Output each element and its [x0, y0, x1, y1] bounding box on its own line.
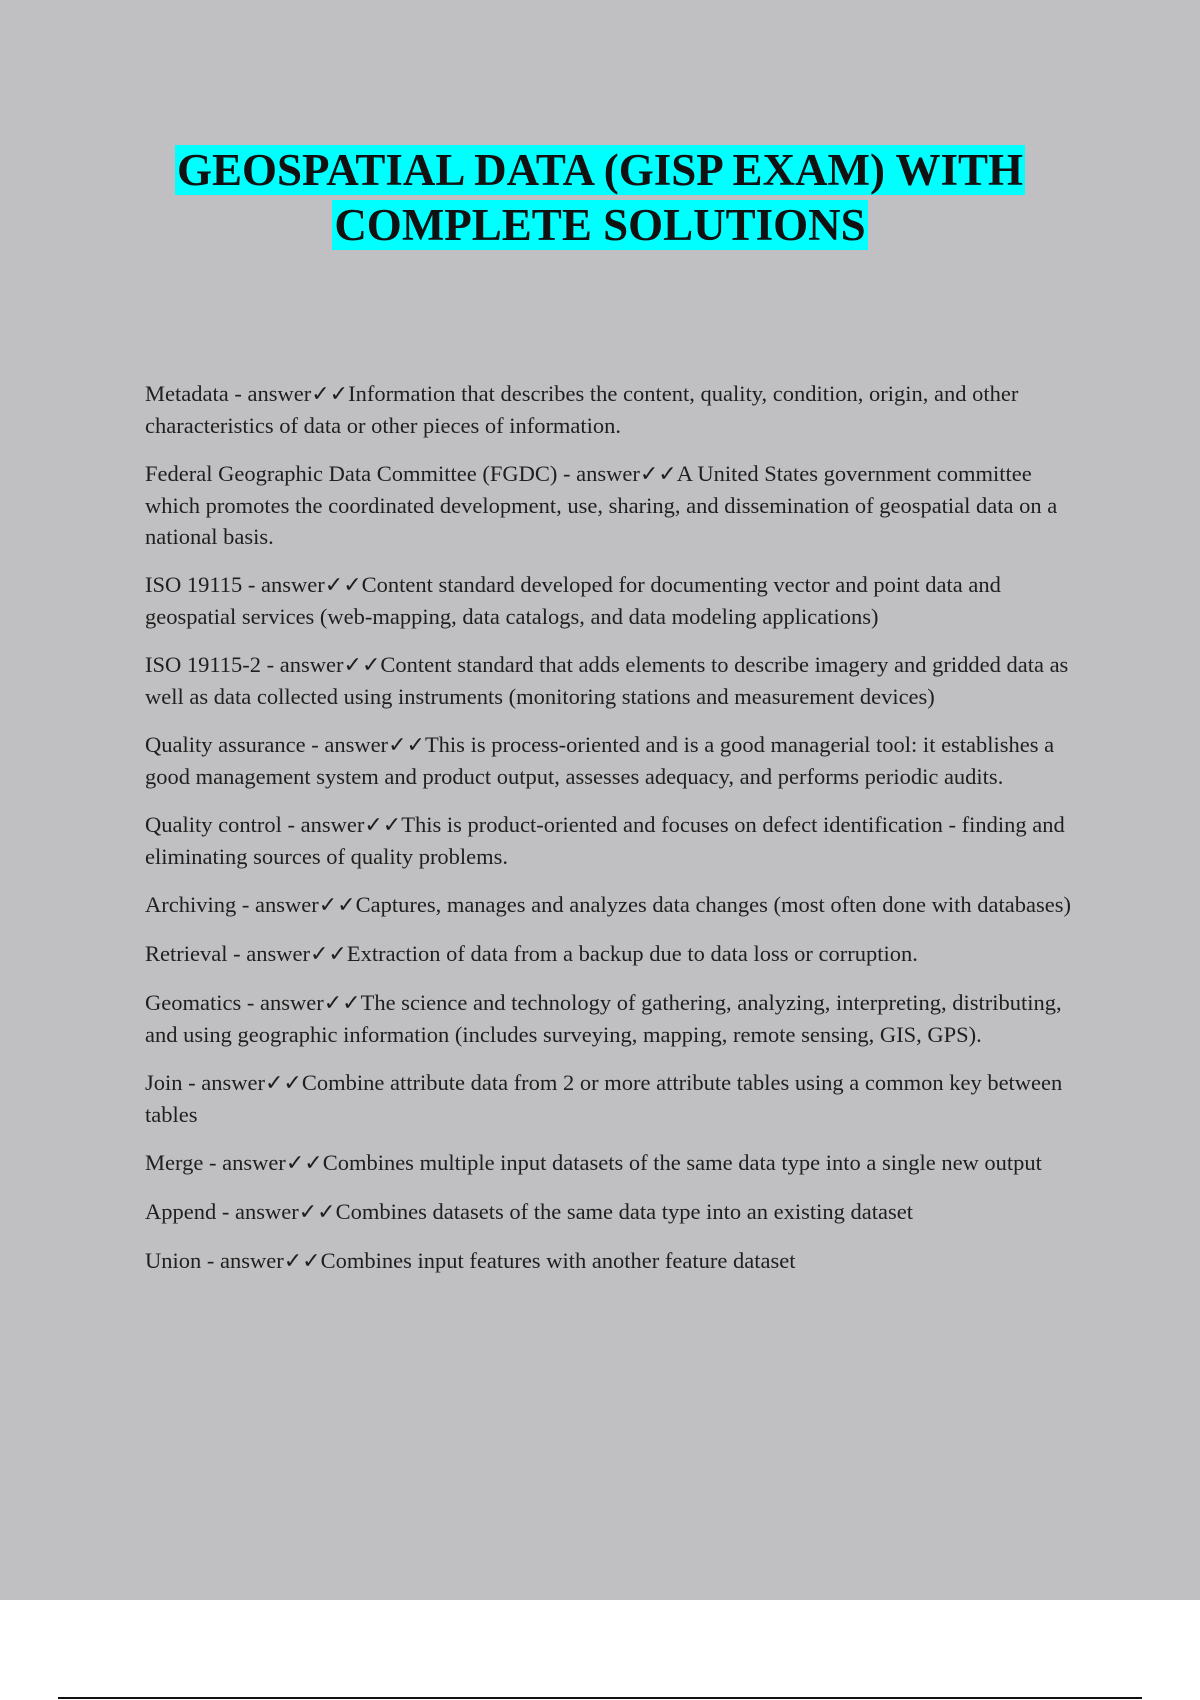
qa-entry	[145, 569, 1085, 632]
double-check-icon: ✓✓	[298, 1200, 336, 1225]
document-title	[0, 143, 1200, 253]
answer-label: answer	[254, 892, 319, 917]
entry-term: Federal Geographic Data Committee (FGDC)	[145, 461, 558, 486]
answer-label: answer	[259, 990, 324, 1015]
qa-entry	[145, 938, 1085, 970]
answer-label: answer	[247, 381, 312, 406]
entry-term: Union	[145, 1248, 202, 1273]
answer-label: answer	[201, 1070, 265, 1095]
entry-definition: Information that describes the content, quality, condition, origin, and other characteristics of data or other pieces of information.	[145, 381, 1019, 438]
entry-definition: Combines datasets of the same data type into an existing dataset	[335, 1199, 913, 1224]
entry-separator	[241, 990, 260, 1015]
entry-separator	[242, 572, 261, 597]
entry-separator	[216, 1199, 235, 1224]
entry-definition: Combines multiple input datasets of the same data type into a single new output	[322, 1150, 1042, 1175]
qa-entry	[145, 1245, 1085, 1277]
entry-definition: Combine attribute data from 2 or more attribute tables using a common key between tables	[145, 1070, 1063, 1127]
double-check-icon: ✓✓	[285, 1151, 323, 1176]
entry-definition: Extraction of data from a backup due to data loss or corruption.	[346, 941, 918, 966]
answer-label: answer	[261, 572, 325, 597]
page-bottom-rule	[58, 1697, 1142, 1699]
answer-label: answer	[246, 941, 310, 966]
entry-separator	[203, 1150, 222, 1175]
double-check-icon: ✓✓	[323, 991, 361, 1016]
qa-entry	[145, 649, 1085, 712]
title-line-1	[0, 143, 1200, 198]
entry-separator	[229, 381, 248, 406]
qa-entry	[145, 1147, 1085, 1179]
entry-definition: Content standard that adds elements to describe imagery and gridded data as well as data collected using instruments (monitoring stations and measurement devices)	[145, 652, 1069, 709]
answer-label: answer	[300, 812, 365, 837]
double-check-icon: ✓✓	[283, 1249, 321, 1274]
answer-label: answer	[576, 461, 640, 486]
answer-label: answer	[279, 652, 344, 677]
entry-separator	[261, 652, 280, 677]
double-check-icon: ✓✓	[388, 733, 425, 758]
title-line-2	[0, 198, 1200, 253]
title-line-1-text: GEOSPATIAL DATA (GISP EXAM) WITH	[177, 145, 1023, 195]
double-check-icon: ✓✓	[639, 462, 677, 487]
entry-definition: This is product-oriented and focuses on defect identification - finding and eliminating sources of quality problems.	[145, 812, 1065, 869]
entry-definition: Combines input features with another feature dataset	[320, 1248, 796, 1273]
qa-entry	[145, 1067, 1085, 1130]
entry-term: Join	[145, 1070, 183, 1095]
entry-separator	[236, 892, 255, 917]
entry-separator	[201, 1248, 220, 1273]
qa-entry	[145, 889, 1085, 921]
entry-separator	[306, 732, 325, 757]
title-line-2-text: COMPLETE SOLUTIONS	[334, 200, 866, 250]
double-check-icon: ✓✓	[364, 813, 402, 838]
qa-entry-list	[145, 378, 1085, 1294]
qa-entry	[145, 1196, 1085, 1228]
answer-label: answer	[220, 1248, 284, 1273]
double-check-icon: ✓✓	[309, 942, 347, 967]
double-check-icon: ✓✓	[311, 382, 349, 407]
entry-term: Quality control	[145, 812, 282, 837]
qa-entry	[145, 809, 1085, 872]
entry-term: Retrieval	[145, 941, 228, 966]
entry-definition: This is process-oriented and is a good managerial tool: it establishes a good management system and product output, assesses adequacy, and performs periodic audits.	[145, 732, 1055, 789]
entry-separator	[183, 1070, 202, 1095]
answer-label: answer	[235, 1199, 299, 1224]
entry-term: Append	[145, 1199, 217, 1224]
entry-term: Geomatics	[145, 990, 242, 1015]
entry-term: Merge	[145, 1150, 204, 1175]
entry-separator	[282, 812, 301, 837]
entry-term: ISO 19115-2	[145, 652, 262, 677]
entry-separator	[227, 941, 246, 966]
entry-term: ISO 19115	[145, 572, 243, 597]
double-check-icon: ✓✓	[343, 653, 381, 678]
entry-definition: Captures, manages and analyzes data changes (most often done with databases)	[355, 892, 1071, 917]
double-check-icon: ✓✓	[324, 573, 362, 598]
answer-label: answer	[222, 1150, 286, 1175]
answer-label: answer	[324, 732, 389, 757]
qa-entry	[145, 987, 1085, 1050]
qa-entry	[145, 458, 1085, 552]
entry-term: Archiving	[145, 892, 237, 917]
double-check-icon: ✓✓	[318, 893, 356, 918]
entry-definition: A United States government committee which promotes the coordinated development, use, sharing, and dissemination of geospatial data on a national basis.	[145, 461, 1058, 549]
entry-definition: Content standard developed for documenting vector and point data and geospatial services (web-mapping, data catalogs, and data modeling applications)	[145, 572, 1001, 629]
qa-entry	[145, 729, 1085, 792]
qa-entry	[145, 378, 1085, 441]
entry-separator	[557, 461, 576, 486]
entry-term: Metadata	[145, 381, 229, 406]
double-check-icon: ✓✓	[265, 1071, 302, 1096]
entry-definition: The science and technology of gathering, analyzing, interpreting, distributing, and using geographic information (includes surveying, mapping, remote sensing, GIS, GPS).	[145, 990, 1062, 1047]
entry-term: Quality assurance	[145, 732, 306, 757]
